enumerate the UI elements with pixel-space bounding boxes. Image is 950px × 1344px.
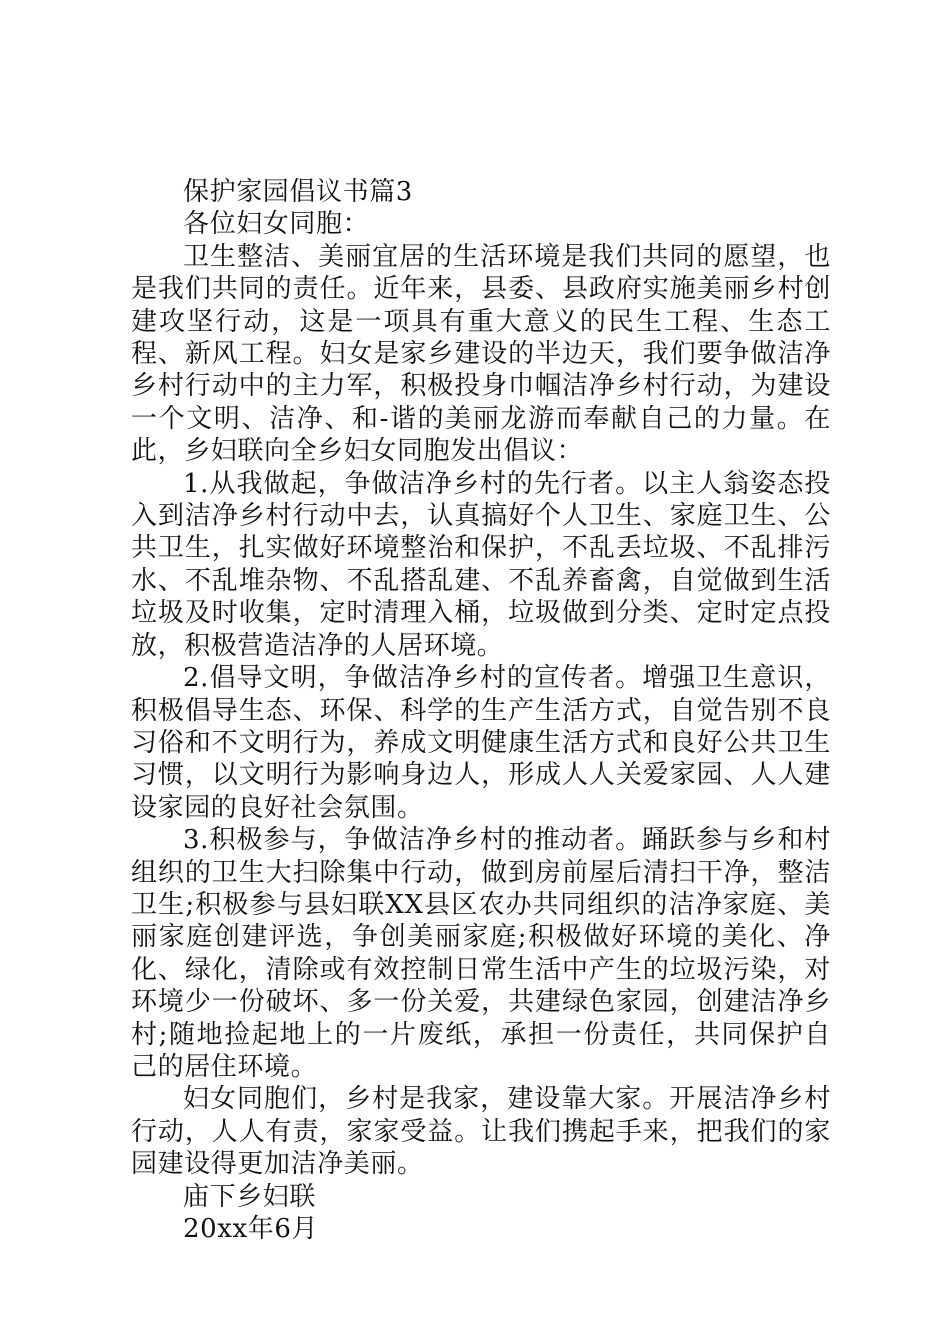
paragraph-closing: 妇女同胞们，乡村是我家，建设靠大家。开展洁净乡村行动，人人有责，家家受益。让我们携起手来，把我们的家园建设得更加洁净美丽。 <box>131 1084 831 1180</box>
salutation: 各位妇女同胞： <box>183 209 370 240</box>
document-title: 保护家园倡议书篇3 <box>183 177 413 207</box>
document-body <box>131 176 831 1245</box>
paragraph-item-2: 2.倡导文明，争做洁净乡村的宣传者。增强卫生意识，积极倡导生态、环保、科学的生产生活方式，自觉告别不良习俗和不文明行为，养成文明健康生活方式和良好公共卫生习惯，以文明行为影响身边人，形成人人关爱家园、人人建设家园的良好社会氛围。 <box>131 663 831 823</box>
paragraph-item-1: 1.从我做起，争做洁净乡村的先行者。以主人翁姿态投入到洁净乡村行动中去，认真搞好个人卫生、家庭卫生、公共卫生，扎实做好环境整治和保护，不乱丢垃圾、不乱排污水、不乱堆杂物、不乱搭乱建、不乱养畜禽，自觉做到生活垃圾及时收集，定时清理入桶，垃圾做到分类、定时定点投放，积极营造洁净的人居环境。 <box>131 468 831 661</box>
date: 20xx年6月 <box>183 1214 319 1244</box>
paragraph-intro: 卫生整洁、美丽宜居的生活环境是我们共同的愿望，也是我们共同的责任。近年来，县委、县政府实施美丽乡村创建攻坚行动，这是一项具有重大意义的民生工程、生态工程、新风工程。妇女是家乡建设的半边天，我们要争做洁净乡村行动中的主力军，积极投身巾帼洁净乡村行动，为建设一个文明、洁净、和-谐的美丽龙游而奉献自己的力量。在此，乡妇联向全乡妇女同胞发出倡议： <box>131 241 831 467</box>
paragraph-item-3: 3.积极参与，争做洁净乡村的推动者。踊跃参与乡和村组织的卫生大扫除集中行动，做到房前屋后清扫干净，整洁卫生;积极参与县妇联XX县区农办共同组织的洁净家庭、美丽家庭创建评选，争创美丽家庭;积极做好环境的美化、净化、绿化，清除或有效控制日常生活中产生的垃圾污染，对环境少一份破坏、多一份关爱，共建绿色家园，创建洁净乡村;随地捡起地上的一片废纸，承担一份责任，共同保护自己的居住环境。 <box>131 825 831 1082</box>
signature: 庙下乡妇联 <box>183 1181 317 1212</box>
